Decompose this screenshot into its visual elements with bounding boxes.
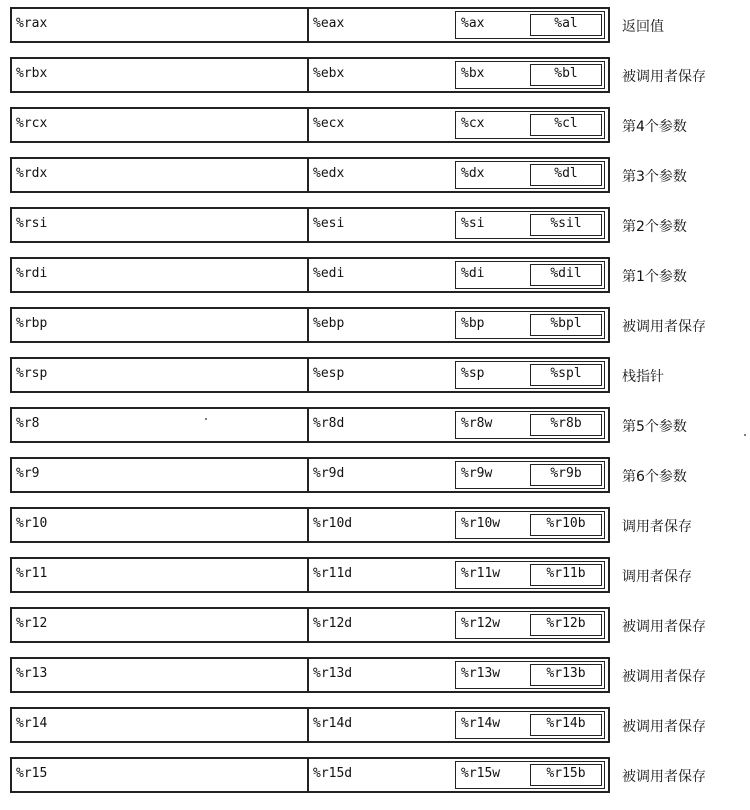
register-32-name: %ecx <box>313 116 345 131</box>
register-usage: 被调用者保存 <box>622 769 706 785</box>
register-8-name: %r10b <box>546 516 586 531</box>
register-64-name: %rax <box>16 16 48 31</box>
register-8-name: %sil <box>550 216 582 231</box>
register-row <box>10 357 610 393</box>
register-usage: 被调用者保存 <box>622 669 706 685</box>
register-usage: 被调用者保存 <box>622 69 706 85</box>
register-usage: 第5个参数 <box>622 419 687 435</box>
register-64-name: %rsi <box>16 216 48 231</box>
register-32-name: %r9d <box>313 466 345 481</box>
register-usage: 被调用者保存 <box>622 619 706 635</box>
register-16-name: %ax <box>461 16 485 31</box>
register-16-name: %di <box>461 266 485 281</box>
register-64-name: %r11 <box>16 566 48 581</box>
register-row <box>10 107 610 143</box>
register-8-name: %al <box>554 16 578 31</box>
register-16-name: %r10w <box>461 516 501 531</box>
register-row <box>10 57 610 93</box>
register-64-name: %rdi <box>16 266 48 281</box>
register-8-name: %bl <box>554 66 578 81</box>
register-16-name: %bp <box>461 316 485 331</box>
register-64-name: %rcx <box>16 116 48 131</box>
register-8-name: %bpl <box>550 316 582 331</box>
register-8-name: %r13b <box>546 666 586 681</box>
register-16-name: %sp <box>461 366 485 381</box>
register-16-name: %r8w <box>461 416 493 431</box>
register-16-name: %r12w <box>461 616 501 631</box>
register-usage: 返回值 <box>622 19 664 35</box>
register-16-name: %si <box>461 216 485 231</box>
register-row <box>10 157 610 193</box>
register-row <box>10 207 610 243</box>
register-row <box>10 657 610 693</box>
register-32-name: %r12d <box>313 616 353 631</box>
register-usage: 第6个参数 <box>622 469 687 485</box>
register-usage: 第4个参数 <box>622 119 687 135</box>
register-64-name: %rbp <box>16 316 48 331</box>
register-row <box>10 557 610 593</box>
register-row <box>10 757 610 793</box>
register-8-name: %dil <box>550 266 582 281</box>
register-usage: 栈指针 <box>622 369 664 385</box>
register-64-name: %r15 <box>16 766 48 781</box>
register-32-name: %ebp <box>313 316 345 331</box>
register-64-name: %r10 <box>16 516 48 531</box>
register-32-name: %esi <box>313 216 345 231</box>
register-32-name: %eax <box>313 16 345 31</box>
register-32-name: %edi <box>313 266 345 281</box>
register-64-name: %rdx <box>16 166 48 181</box>
register-64-name: %r8 <box>16 416 40 431</box>
register-row <box>10 457 610 493</box>
register-64-name: %rsp <box>16 366 48 381</box>
stray-dot <box>744 434 746 436</box>
register-row <box>10 707 610 743</box>
register-32-name: %r11d <box>313 566 353 581</box>
register-16-name: %r9w <box>461 466 493 481</box>
register-row <box>10 257 610 293</box>
register-64-name: %rbx <box>16 66 48 81</box>
register-usage: 被调用者保存 <box>622 719 706 735</box>
register-8-name: %cl <box>554 116 578 131</box>
register-32-name: %r8d <box>313 416 345 431</box>
stray-dot <box>205 418 207 420</box>
register-32-name: %edx <box>313 166 345 181</box>
register-16-name: %r11w <box>461 566 501 581</box>
register-row <box>10 307 610 343</box>
register-usage: 调用者保存 <box>622 519 692 535</box>
register-64-name: %r13 <box>16 666 48 681</box>
register-32-name: %esp <box>313 366 345 381</box>
register-16-name: %dx <box>461 166 485 181</box>
register-64-name: %r12 <box>16 616 48 631</box>
register-32-name: %r13d <box>313 666 353 681</box>
register-8-name: %r12b <box>546 616 586 631</box>
register-row <box>10 7 610 43</box>
register-usage: 第3个参数 <box>622 169 687 185</box>
register-16-name: %r13w <box>461 666 501 681</box>
register-row <box>10 407 610 443</box>
register-usage: 被调用者保存 <box>622 319 706 335</box>
register-16-name: %cx <box>461 116 485 131</box>
register-64-name: %r9 <box>16 466 40 481</box>
register-16-name: %bx <box>461 66 485 81</box>
register-64-name: %r14 <box>16 716 48 731</box>
register-row <box>10 607 610 643</box>
register-16-name: %r15w <box>461 766 501 781</box>
register-usage: 第1个参数 <box>622 269 687 285</box>
register-usage: 第2个参数 <box>622 219 687 235</box>
register-8-name: %r11b <box>546 566 586 581</box>
register-usage: 调用者保存 <box>622 569 692 585</box>
register-32-name: %ebx <box>313 66 345 81</box>
register-8-name: %spl <box>550 366 582 381</box>
register-8-name: %r9b <box>550 466 582 481</box>
register-8-name: %r15b <box>546 766 586 781</box>
register-32-name: %r15d <box>313 766 353 781</box>
register-8-name: %dl <box>554 166 578 181</box>
register-16-name: %r14w <box>461 716 501 731</box>
register-32-name: %r10d <box>313 516 353 531</box>
register-32-name: %r14d <box>313 716 353 731</box>
register-8-name: %r14b <box>546 716 586 731</box>
register-8-name: %r8b <box>550 416 582 431</box>
register-row <box>10 507 610 543</box>
